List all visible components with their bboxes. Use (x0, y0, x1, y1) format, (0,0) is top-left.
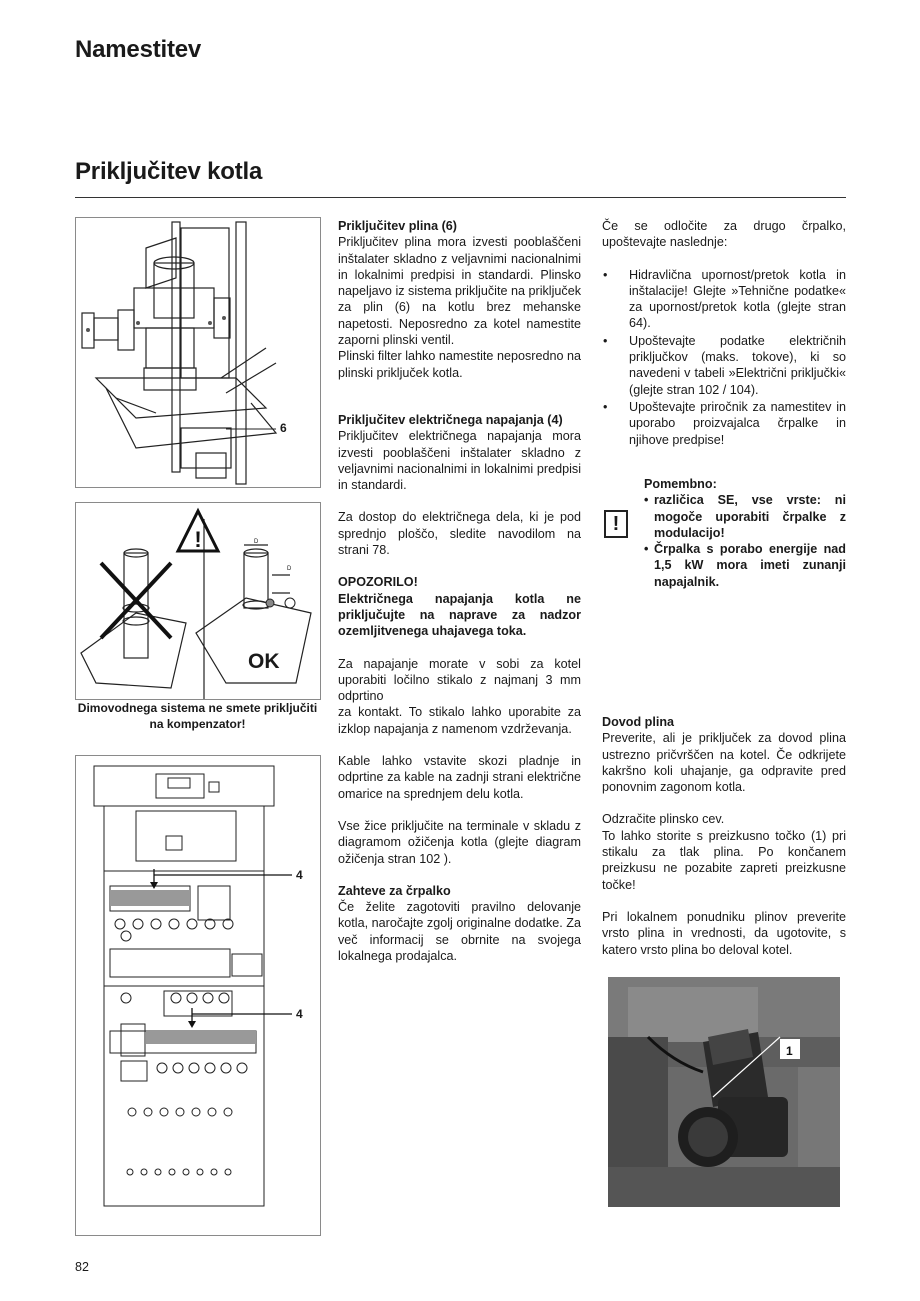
pump-text: Če želite zagotoviti pravilno delovanje kotla, naročajte zgolj originalne dodatke. Za več informacij se obrnite na svojega lokalnega prodajalca. (338, 900, 581, 963)
note-title: Pomembno: (644, 477, 717, 491)
power-label-bottom: 4 (296, 1007, 303, 1021)
middle-column (338, 218, 581, 980)
power-text-3a: Za napajanje morate v sobi za kotel uporabiti ločilno stikalo z najmanj 3 mm odprtino (338, 656, 581, 704)
pump-requirements-list (602, 267, 846, 448)
power-heading: Priključitev električnega napajanja (4) (338, 412, 563, 427)
important-note (604, 476, 846, 590)
page-title: Priključitev kotla (75, 158, 263, 185)
gas-connection-label: 6 (280, 421, 287, 435)
list-item: • Hidravlična upornost/pretok kotla in inštalacije! Glejte »Tehnične podatke« za upornost/pretok kotla (glejte stran 64). (602, 267, 846, 332)
power-text-4: Kable lahko vstavite skozi pladnje in odprtine za kable na zadnji strani električne omarice na sprednjem delu kotla. (338, 754, 581, 801)
note-item: • različica SE, vse vrste: ni mogoče uporabiti črpalke z modulacijo! (644, 492, 846, 541)
dimension-label-top: D (254, 539, 259, 545)
warning-icon: ! (604, 510, 628, 538)
ok-label: OK (248, 650, 280, 673)
flue-system-drawing (76, 503, 320, 699)
section-title: Namestitev (75, 36, 202, 63)
dimension-label-side: D (287, 566, 292, 572)
power-text-2: Za dostop do električnega dela, ki je pod sprednjo ploščo, sledite navodilom na strani 78. (338, 510, 581, 558)
gas-supply-text-2a: Odzračite plinsko cev. (602, 812, 725, 827)
pump-heading: Zahteve za črpalko (338, 883, 451, 898)
warning-title: OPOZORILO! (338, 575, 418, 590)
power-label-top: 4 (296, 868, 303, 882)
right-column (602, 218, 846, 462)
page-number: 82 (75, 1260, 89, 1274)
electrical-panel-drawing (76, 756, 320, 1235)
power-text-5: Vse žice priključite na terminale v skladu z diagramom ožičenja kotla (glejte diagram ožičenja stran 102 ). (338, 818, 581, 866)
gas-supply-section (602, 714, 846, 974)
warning-text: Električnega napajanja kotla ne priključujte na naprave za nadzor ozemljitvenega uhajavega toka. (338, 591, 581, 639)
note-item: • Črpalka s porabo energije nad 1,5 kW mora imeti zunanji napajalnik. (644, 541, 846, 590)
flue-caption: Dimovodnega sistema ne smete priključiti na kompenzator! (77, 701, 318, 731)
gas-connection-drawing (76, 218, 320, 487)
flue-system-figure (75, 502, 321, 700)
list-item: • Upoštevajte priročnik za namestitev in uporabo proizvajalca črpalke in njihove predpise! (602, 399, 846, 448)
gas-supply-text-3: Pri lokalnem ponudniku plinov preverite vrsto plina in vrednosti, da ugotovite, s katero vrsto plina bo deloval kotel. (602, 909, 846, 957)
gas-pressure-switch-photo (608, 977, 840, 1207)
gas-supply-text-1: Preverite, ali je priključek za dovod plina ustrezno pričvrščen na kotel. Če odkrijete kakršno koli uhajanje, ga odpravite pred ponovnim zagonom kotla. (602, 731, 846, 795)
gas-connection-figure (75, 217, 321, 488)
gas-supply-text-2b: To lahko storite s preizkusno točko (1) pri stikalu za tlak plina. Po končanem preizkusu ne pozabite zapreti preizkusne točke! (602, 828, 846, 892)
gas-connection-text: Priključitev plina mora izvesti pooblaščeni inštalater skladno z veljavnimi nacionalnimi in lokalnimi predpisi in standardi. Plinsko napeljavo iz sistema priključite na priključek za plin (6) na kotlu brez mehanske napetosti. Neposredno za kotel namestite zaporni plinski ventil. (338, 235, 581, 348)
test-point-label: 1 (786, 1044, 793, 1058)
gas-filter-text: Plinski filter lahko namestite neposredno na plinski priključek kotla. (338, 349, 581, 380)
list-item: • Upoštevajte podatke električnih priključkov (maks. tokove), ki so navedeni v tabeli »Električni priključki« (glejte stran 102 / 104). (602, 333, 846, 398)
electrical-panel-figure (75, 755, 321, 1236)
gas-connection-heading: Priključitev plina (6) (338, 219, 457, 233)
power-text-1: Priključitev električnega napajanja mora izvesti pooblaščeni inštalater skladno z veljavnimi nacionalnimi in lokalnimi predpisi in standardi. (338, 429, 581, 493)
power-text-3b: za kontakt. To stikalo lahko uporabite za izklop napajanja z namenom vzdrževanja. (338, 705, 581, 736)
gas-pressure-switch-image (608, 977, 840, 1207)
svg-text:!: ! (194, 527, 202, 552)
pump-intro: Če se odločite za drugo črpalko, upoštevajte naslednje: (602, 219, 846, 250)
gas-supply-heading: Dovod plina (602, 715, 675, 729)
title-rule (75, 197, 846, 198)
